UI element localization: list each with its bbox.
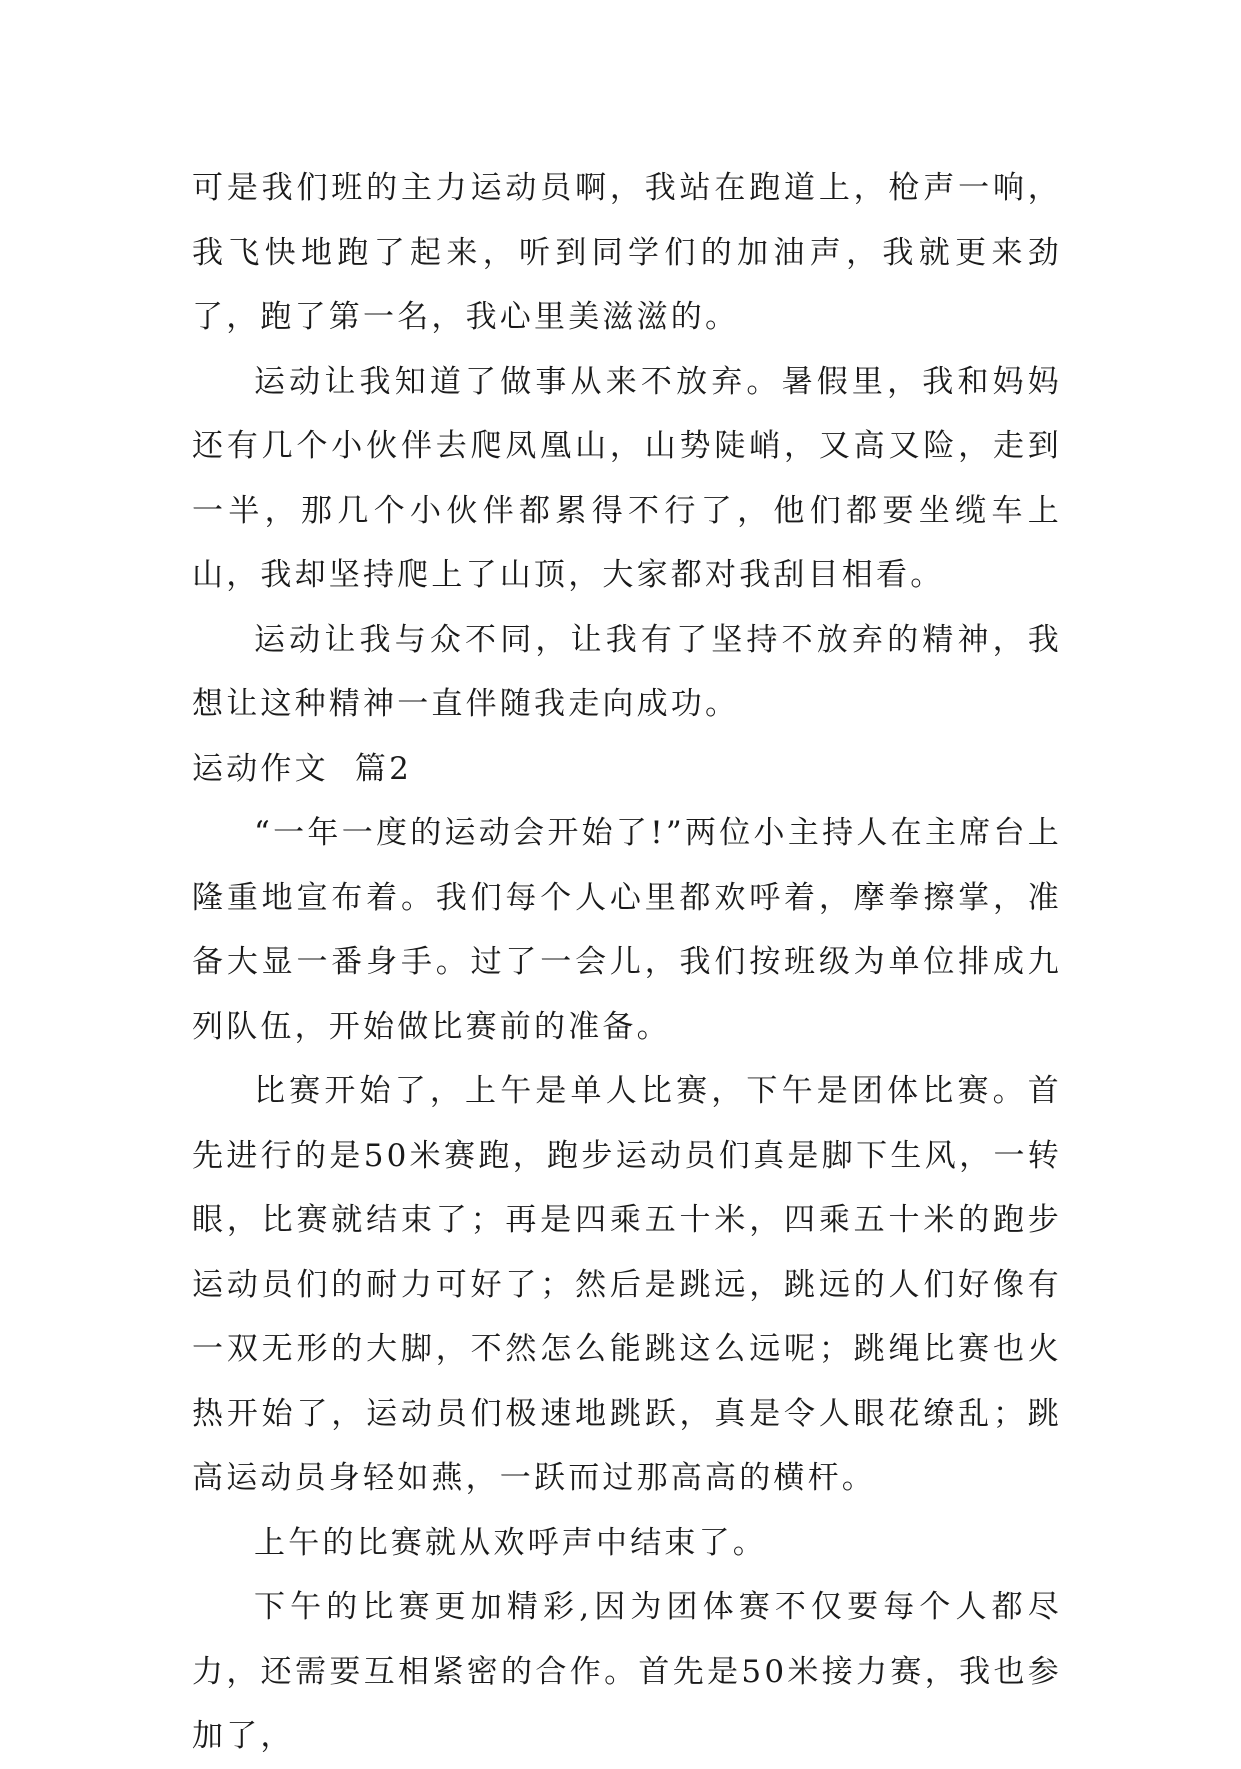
paragraph-5: 比赛开始了，上午是单人比赛，下午是团体比赛。首先进行的是50米赛跑，跑步运动员们真是脚下生风，一转眼，比赛就结束了；再是四乘五十米，四乘五十米的跑步运动员们的耐力可好了；然后是跳远，跳远的人们好像有一双无形的大脚，不然怎么能跳这么远呢；跳绳比赛也火热开始了，运动员们极速地跳跃，真是令人眼花缭乱；跳高运动员身轻如燕，一跃而过那高高的横杆。 [192, 1073, 1062, 1496]
paragraph-7: 下午的比赛更加精彩,因为团体赛不仅要每个人都尽力，还需要互相紧密的合作。首先是50米接力赛，我也参加了， [192, 1589, 1062, 1754]
paragraph-6: 上午的比赛就从欢呼声中结束了。 [254, 1524, 767, 1561]
paragraph-4: “一年一度的运动会开始了!”两位小主持人在主席台上隆重地宣布着。我们每个人心里都欢呼着，摩拳擦掌，准备大显一番身手。过了一会儿，我们按班级为单位排成九列队伍，开始做比赛前的准备。 [192, 815, 1062, 1045]
paragraph-1: 可是我们班的主力运动员啊，我站在跑道上，枪声一响，我飞快地跑了起来，听到同学们的加油声，我就更来劲了，跑了第一名，我心里美滋滋的。 [192, 170, 1062, 335]
document-body [192, 156, 1062, 1769]
section-heading: 运动作文 篇2 [192, 750, 413, 787]
paragraph-2: 运动让我知道了做事从来不放弃。暑假里，我和妈妈还有几个小伙伴去爬凤凰山，山势陡峭，又高又险，走到一半，那几个小伙伴都累得不行了，他们都要坐缆车上山，我却坚持爬上了山顶，大家都对我刮目相看。 [192, 363, 1062, 593]
paragraph-3: 运动让我与众不同，让我有了坚持不放弃的精神，我想让这种精神一直伴随我走向成功。 [192, 621, 1062, 722]
